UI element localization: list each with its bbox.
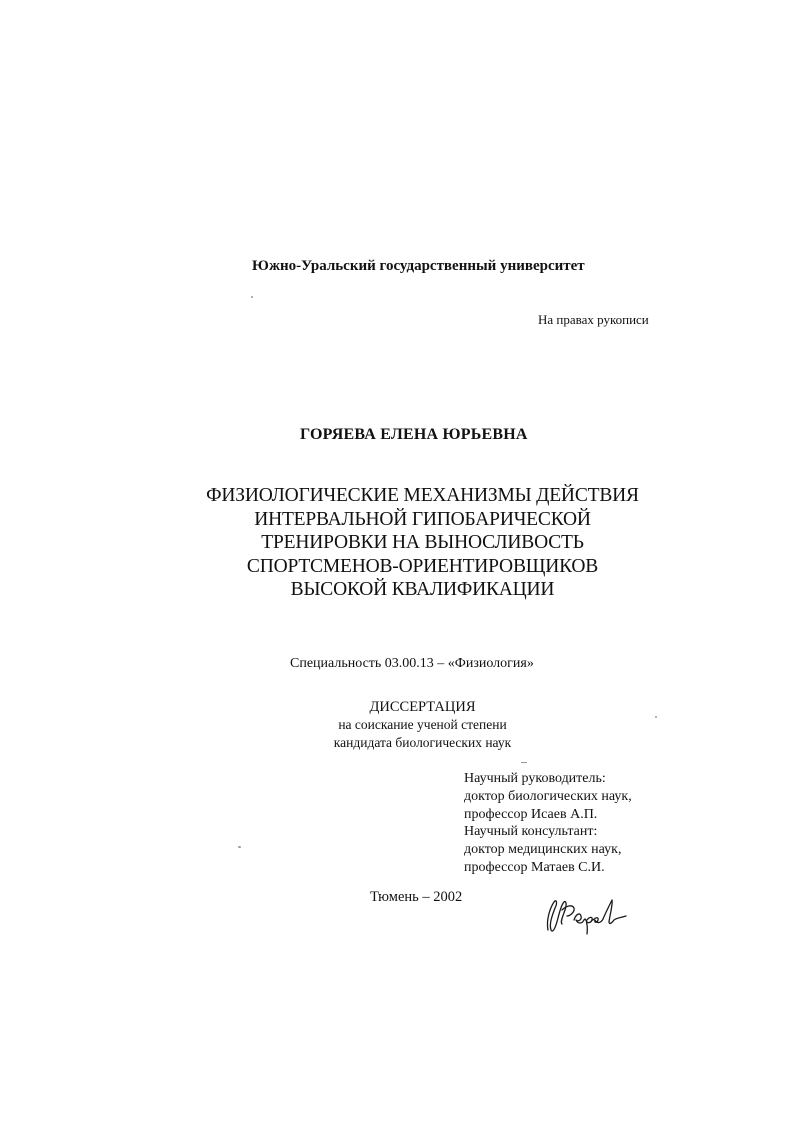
- degree-line: кандидата биологических наук: [333, 735, 512, 750]
- dissertation-heading: ДИССЕРТАЦИЯ: [369, 699, 476, 715]
- advisor-line: доктор биологических наук,: [464, 788, 632, 804]
- advisor-line: профессор Матаев С.И.: [464, 859, 605, 875]
- advisor-line: профессор Исаев А.П.: [464, 806, 598, 822]
- handwritten-signature: [540, 890, 630, 940]
- title-line: ВЫСОКОЙ КВАЛИФИКАЦИИ: [290, 579, 555, 600]
- dissertation-title: [200, 484, 645, 602]
- city-year: Тюмень – 2002: [370, 889, 463, 905]
- title-line: ИНТЕРВАЛЬНОЙ ГИПОБАРИЧЕСКОЙ: [254, 508, 591, 530]
- university-name: Южно-Уральский государственный университет: [252, 258, 585, 274]
- scan-speck: [521, 762, 527, 763]
- advisors-block: [464, 770, 632, 877]
- specialty-line: Специальность 03.00.13 – «Физиология»: [290, 656, 534, 671]
- manuscript-note: На правах рукописи: [538, 312, 649, 327]
- degree-line: на соискание ученой степени: [338, 717, 507, 732]
- advisor-line: Научный консультант:: [464, 824, 598, 840]
- advisor-line: Научный руководитель:: [464, 771, 606, 786]
- scan-speck: [238, 846, 241, 848]
- title-line: ФИЗИОЛОГИЧЕСКИЕ МЕХАНИЗМЫ ДЕЙСТВИЯ: [206, 485, 639, 506]
- degree-block: [300, 698, 545, 752]
- scan-speck: [251, 296, 253, 298]
- scan-speck: [655, 716, 657, 718]
- title-line: ТРЕНИРОВКИ НА ВЫНОСЛИВОСТЬ: [261, 532, 584, 553]
- advisor-line: доктор медицинских наук,: [464, 842, 622, 858]
- title-line: СПОРТСМЕНОВ-ОРИЕНТИРОВЩИКОВ: [246, 555, 599, 577]
- author-name: ГОРЯЕВА ЕЛЕНА ЮРЬЕВНА: [300, 426, 528, 443]
